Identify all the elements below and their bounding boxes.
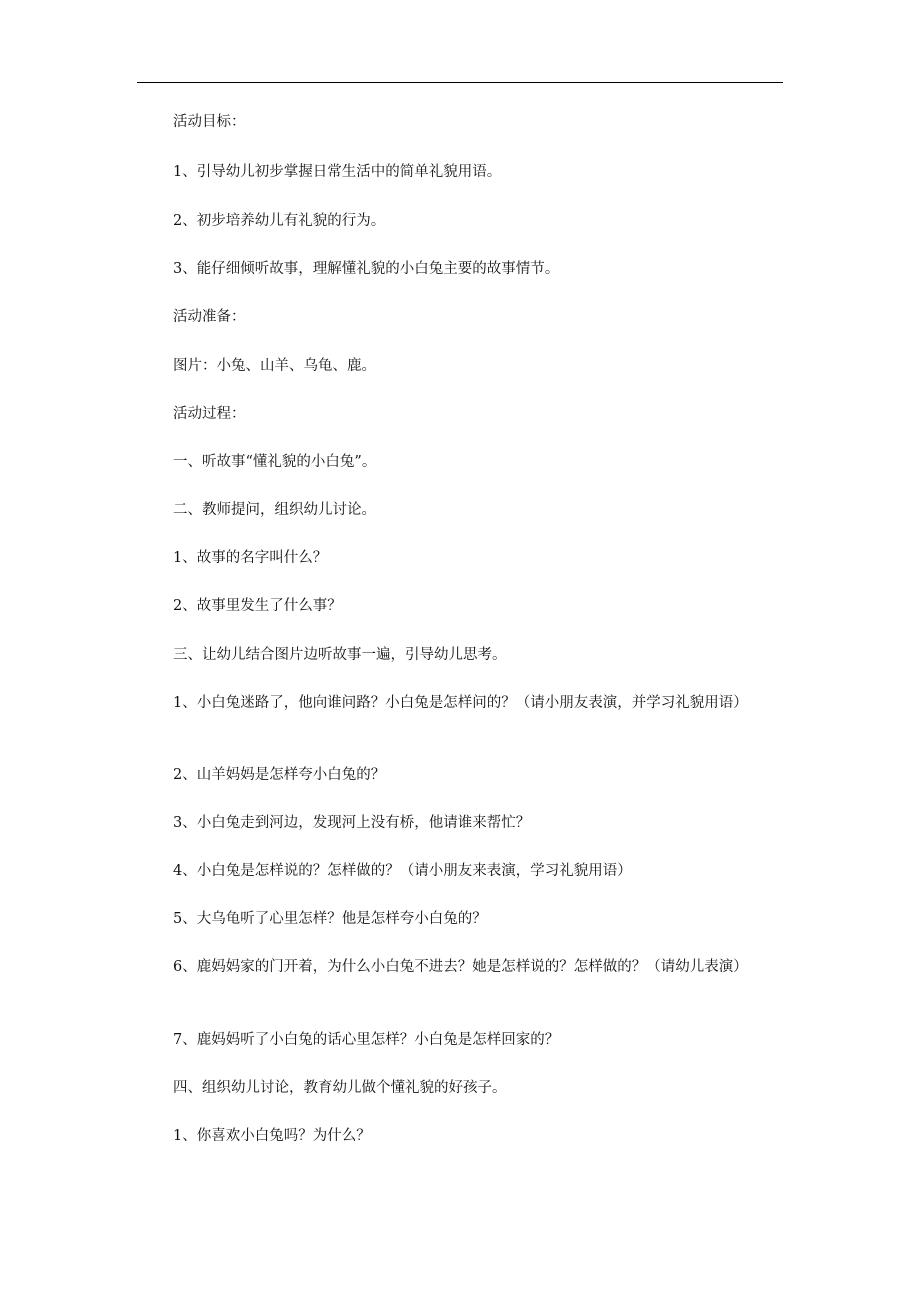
process-step-1: 一、听故事“懂礼貌的小白兔”。: [173, 454, 377, 470]
section-heading-process: 活动过程：: [173, 406, 246, 422]
question-3-6: 6、鹿妈妈家的门开着，为什么小白兔不进去？她是怎样说的？怎样做的？（请幼儿表演）: [173, 959, 748, 975]
goal-item-3: 3、能仔细倾听故事，理解懂礼貌的小白兔主要的故事情节。: [173, 261, 560, 277]
question-3-7: 7、鹿妈妈听了小白兔的话心里怎样？小白兔是怎样回家的？: [173, 1032, 560, 1048]
section-heading-goals: 活动目标：: [173, 114, 246, 130]
question-3-3: 3、小白兔走到河边，发现河上没有桥，他请谁来帮忙？: [173, 815, 531, 831]
goal-item-1: 1、引导幼儿初步掌握日常生活中的简单礼貌用语。: [173, 164, 502, 180]
process-step-4: 四、组织幼儿讨论，教育幼儿做个懂礼貌的好孩子。: [173, 1080, 507, 1096]
section-heading-preparation: 活动准备：: [173, 309, 246, 325]
question-3-2: 2、山羊妈妈是怎样夸小白兔的？: [173, 767, 386, 783]
preparation-item: 图片：小兔、山羊、乌龟、鹿。: [173, 358, 376, 374]
question-1: 1、故事的名字叫什么？: [173, 550, 328, 566]
question-2: 2、故事里发生了什么事？: [173, 598, 342, 614]
process-step-3: 三、让幼儿结合图片边听故事一遍，引导幼儿思考。: [173, 647, 507, 663]
question-4-1: 1、你喜欢小白兔吗？为什么？: [173, 1128, 371, 1144]
process-step-2: 二、教师提问，组织幼儿讨论。: [173, 502, 376, 518]
header-rule: [137, 82, 783, 83]
goal-item-2: 2、初步培养幼儿有礼貌的行为。: [173, 213, 386, 229]
question-3-1: 1、小白兔迷路了，他向谁问路？小白兔是怎样问的？（请小朋友表演，并学习礼貌用语）: [173, 695, 748, 711]
question-3-4: 4、小白兔是怎样说的？怎样做的？（请小朋友来表演，学习礼貌用语）: [173, 863, 632, 879]
question-3-5: 5、大乌龟听了心里怎样？他是怎样夸小白兔的？: [173, 911, 487, 927]
